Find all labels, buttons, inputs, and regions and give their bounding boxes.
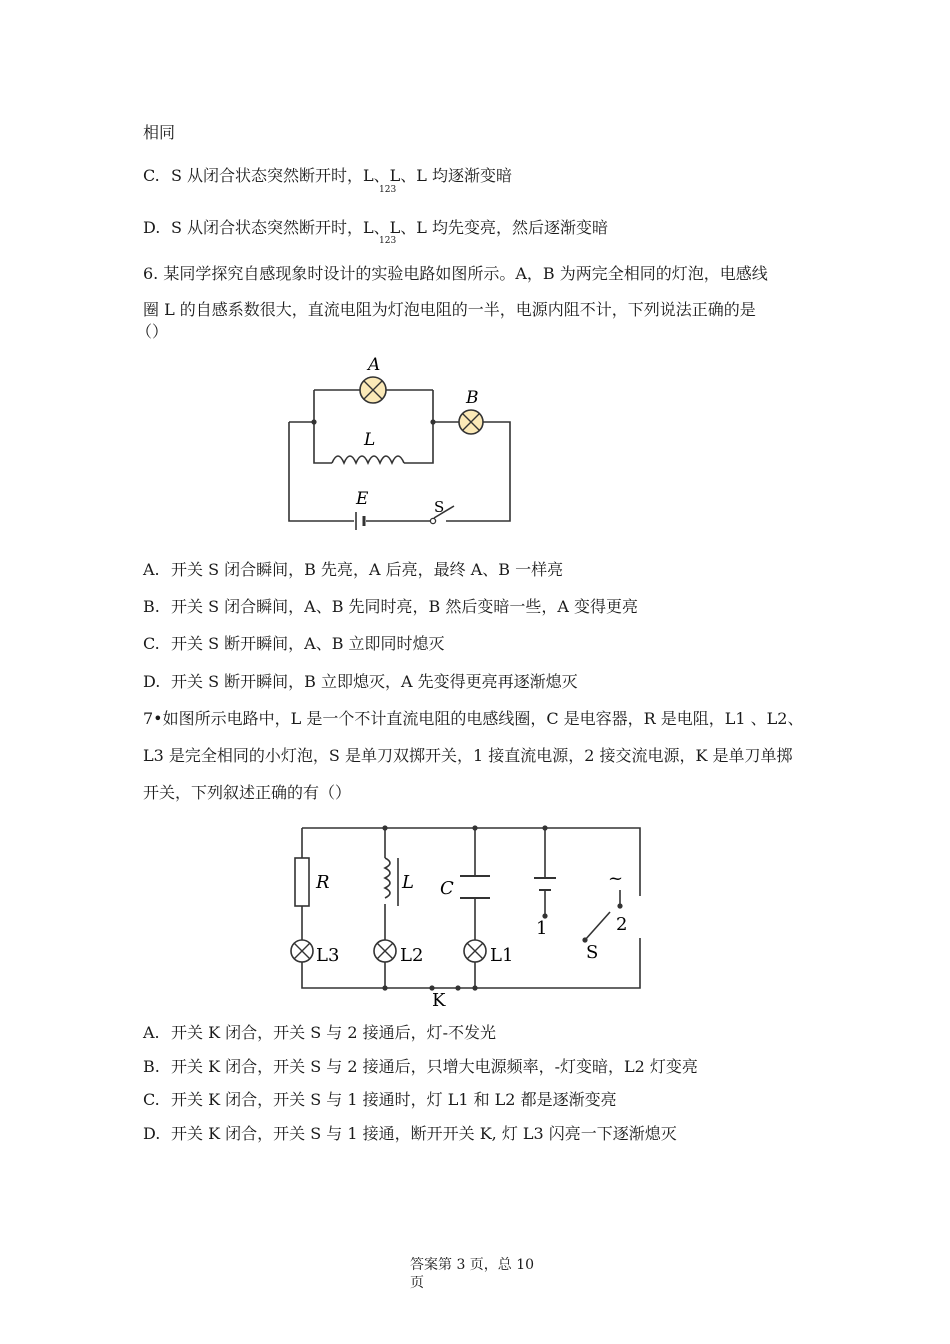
q7-option-b [143, 1057, 698, 1077]
inductor-icon [385, 858, 390, 898]
q5-continuation: 相同 [143, 123, 176, 142]
q7-stem-line-3: 开关，下列叙述正确的有（） [143, 783, 352, 802]
option-letter: C. [143, 166, 160, 185]
terminal-1-label: 1 [536, 918, 548, 939]
q6-option-d [143, 672, 578, 692]
q6-option-c [143, 634, 445, 654]
q7-option-a [143, 1023, 496, 1043]
q6-stem-line-2: 圈 L 的自感系数很大，直流电阻为灯泡电阻的一半，电源内阻不计，下列说法正确的是 [143, 300, 756, 319]
inductor-label: L [402, 872, 414, 893]
option-text: 开关 K 闭合，开关 S 与 2 接通后，灯-不发光 [171, 1023, 497, 1042]
option-letter: C. [143, 634, 160, 653]
switch-k-label: K [432, 990, 446, 1011]
option-letter: D. [143, 1124, 161, 1143]
lamp-l3-label: L3 [316, 945, 340, 966]
q5-option-d-subscript: 123 [379, 236, 397, 246]
lamp-l2-icon [374, 940, 396, 962]
option-text: 开关 S 断开瞬间，B 立即熄灭，A 先变得更亮再逐渐熄灭 [171, 672, 578, 691]
q7-stem-line-1: 7•如图所示电路中，L 是一个不计直流电阻的电感线圈，C 是电容器，R 是电阻，L1 、L2、 [143, 709, 804, 728]
q5-option-d [143, 218, 608, 238]
ac-symbol: ~ [608, 868, 624, 889]
resistor-label: R [316, 872, 330, 893]
resistor-icon [295, 858, 309, 906]
q6-stem-line-3: （） [136, 322, 169, 341]
q6-circuit-diagram [280, 350, 530, 535]
q6-option-b [143, 597, 638, 617]
option-letter: A. [143, 560, 160, 579]
lamp-b-label: B [466, 388, 479, 408]
source-label: E [356, 489, 369, 509]
capacitor-icon [460, 876, 490, 898]
switch-label: S [434, 498, 445, 516]
option-letter: D. [143, 672, 161, 691]
q6-stem-line-1: 6. 某同学探究自感现象时设计的实验电路如图所示。A，B 为两完全相同的灯泡，电感线 [143, 264, 768, 283]
option-text: 开关 S 闭合瞬间，A、B 先同时亮，B 然后变暗一些，A 变得更亮 [171, 597, 639, 616]
option-text: S 从闭合状态突然断开时，L、L、L 均先变亮，然后逐渐变暗 [171, 218, 609, 237]
q7-option-c [143, 1090, 617, 1110]
option-letter: D. [143, 218, 161, 237]
page-footer-line-2: 页 [410, 1275, 424, 1291]
inductor-label: L [364, 430, 376, 450]
lamp-a-label: A [368, 355, 381, 375]
capacitor-label: C [440, 878, 454, 899]
page-footer-line-1: 答案第 3 页，总 10 [410, 1257, 535, 1273]
lamp-l2-label: L2 [400, 945, 424, 966]
lamp-a-icon [360, 377, 386, 403]
q5-option-c [143, 166, 512, 186]
q7-stem-line-2: L3 是完全相同的小灯泡，S 是单刀双掷开关，1 接直流电源，2 接交流电源，K 是单刀单掷 [143, 746, 793, 765]
option-text: S 从闭合状态突然断开时，L、L、L 均逐渐变暗 [171, 166, 513, 185]
lamp-l1-icon [464, 940, 486, 962]
q7-circuit-diagram [290, 818, 650, 1013]
q5-option-c-subscript: 123 [379, 185, 397, 195]
lamp-b-icon [459, 410, 483, 434]
switch-s-label: S [586, 942, 599, 963]
lamp-l1-label: L1 [490, 945, 514, 966]
option-text: 开关 K 闭合，开关 S 与 2 接通后，只增大电源频率，-灯变暗，L2 灯变亮 [171, 1057, 698, 1076]
inductor-coil [332, 456, 404, 463]
q7-option-d [143, 1124, 677, 1144]
option-letter: A. [143, 1023, 160, 1042]
q6-option-a [143, 560, 563, 580]
option-text: 开关 S 断开瞬间，A、B 立即同时熄灭 [171, 634, 445, 653]
option-text: 开关 K 闭合，开关 S 与 1 接通，断开开关 K, 灯 L3 闪亮一下逐渐熄灭 [171, 1124, 677, 1143]
battery-icon [534, 878, 556, 890]
option-letter: C. [143, 1090, 160, 1109]
terminal-2-label: 2 [616, 914, 628, 935]
option-text: 开关 K 闭合，开关 S 与 1 接通时，灯 L1 和 L2 都是逐渐变亮 [171, 1090, 617, 1109]
option-letter: B. [143, 1057, 160, 1076]
lamp-l3-icon [291, 940, 313, 962]
option-text: 开关 S 闭合瞬间，B 先亮，A 后亮，最终 A、B 一样亮 [171, 560, 564, 579]
option-letter: B. [143, 597, 160, 616]
